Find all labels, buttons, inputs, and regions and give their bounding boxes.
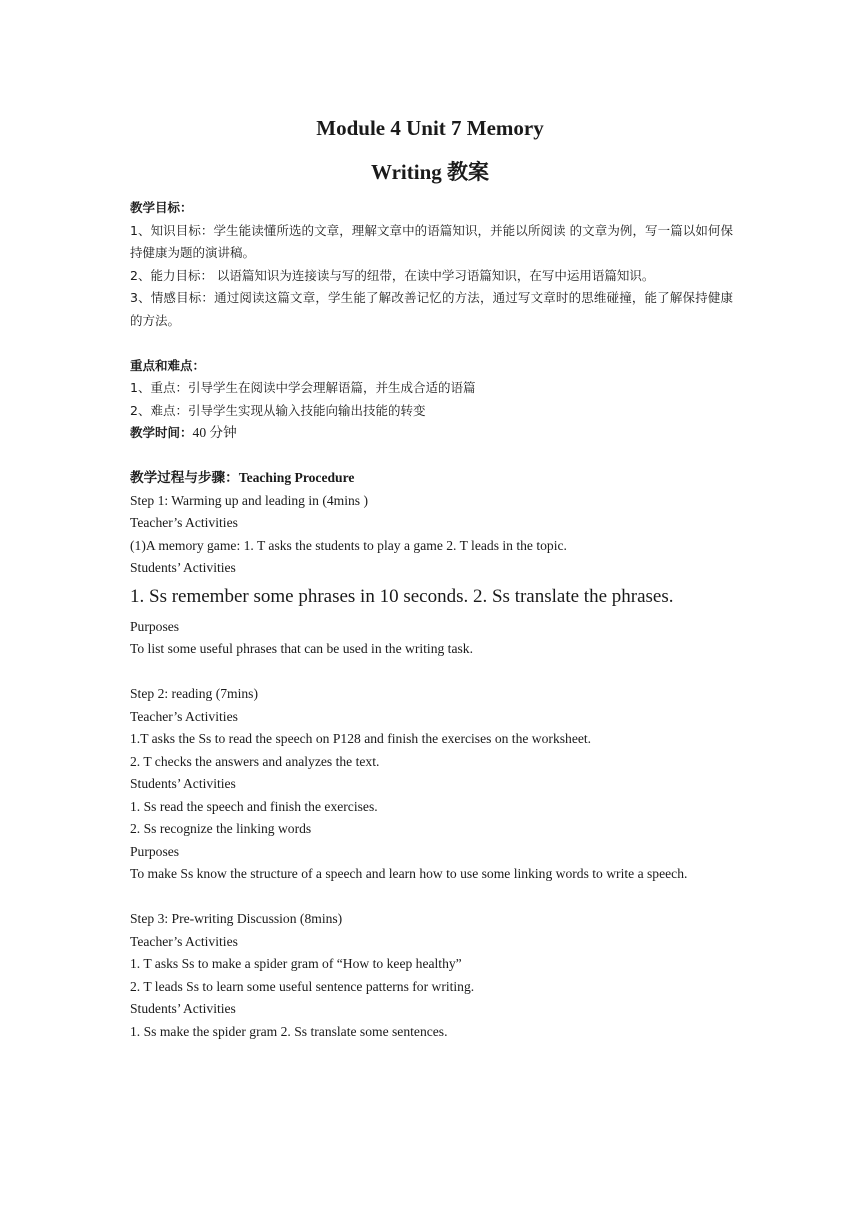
step3-students-label: Students’ Activities [130, 1001, 236, 1016]
objective-knowledge: 1、知识目标：学生能读懂所选的文章，理解文章中的语篇知识，并能以所阅读 的文章为例，写一篇以如何保持健康为题的演讲稿。 [130, 222, 733, 260]
teaching-time-value: 40 分钟 [192, 425, 237, 440]
step1-purposes: To list some useful phrases that can be used in the writing task. [130, 641, 473, 656]
step2-teacher-activity-1: 1.T asks the Ss to read the speech on P128 and finish the exercises on the worksheet. [130, 731, 592, 746]
step3-title: Step 3: Pre-writing Discussion (8mins) [130, 911, 343, 926]
step2-students-activity-1: 1. Ss read the speech and finish the exercises. [130, 798, 378, 814]
objective-ability: 2、能力目标： 以语篇知识为连接读与写的纽带，在读中学习语篇知识，在写中运用语篇知识。 [130, 267, 655, 283]
document-subtitle: Writing 教案 [370, 160, 490, 184]
keypoint-difficulty: 2、难点：引导学生实现从输入技能向输出技能的转变 [130, 402, 426, 418]
step3-teacher-activity-2: 2. T leads Ss to learn some useful sentence patterns for writing. [130, 978, 475, 994]
procedure-heading: 教学过程与步骤：Teaching Procedure [130, 470, 355, 485]
keypoints-heading: 重点和难点： [130, 357, 206, 373]
step1-students-activity: 1. Ss remember some phrases in 10 seconds. 2. Ss translate the phrases. [130, 585, 674, 607]
step2-purposes: To make Ss know the structure of a speech and learn how to use some linking words to write a speech. [130, 866, 688, 881]
step2-teacher-activity-2: 2. T checks the answers and analyzes the text. [130, 753, 380, 769]
step1-purposes-label: Purposes [130, 618, 180, 634]
document-body [130, 197, 733, 1043]
document-title: Module 4 Unit 7 Memory [316, 116, 544, 140]
keypoint-focus: 1、重点：引导学生在阅读中学会理解语篇，并生成合适的语篇 [130, 380, 476, 395]
objective-emotion: 3、情感目标：通过阅读这篇文章，学生能了解改善记忆的方法，通过写文章时的思维碰撞，能了解保持健康的方法。 [130, 290, 733, 328]
teaching-time-label: 教学时间： [130, 425, 193, 440]
step1-students-label: Students’ Activities [130, 560, 236, 575]
step3-students-activity: 1. Ss make the spider gram 2. Ss translate some sentences. [130, 1023, 448, 1039]
step3-teacher-label: Teacher’s Activities [130, 933, 238, 949]
step2-teacher-label: Teacher’s Activities [130, 708, 238, 724]
step3-teacher-activity-1: 1. T asks Ss to make a spider gram of “How to keep healthy” [130, 956, 462, 971]
step2-purposes-label: Purposes [130, 843, 180, 859]
step1-teacher-label: Teacher’s Activities [130, 515, 238, 530]
step2-students-label: Students’ Activities [130, 776, 236, 791]
step1-title: Step 1: Warming up and leading in (4mins ) [130, 492, 369, 508]
objectives-heading: 教学目标： [130, 200, 193, 215]
teaching-time [130, 422, 733, 445]
step1-teacher-activity: (1)A memory game: 1. T asks the students to play a game 2. T leads in the topic. [130, 537, 567, 553]
step2-title: Step 2: reading (7mins) [130, 686, 258, 701]
step2-students-activity-2: 2. Ss recognize the linking words [130, 821, 312, 836]
